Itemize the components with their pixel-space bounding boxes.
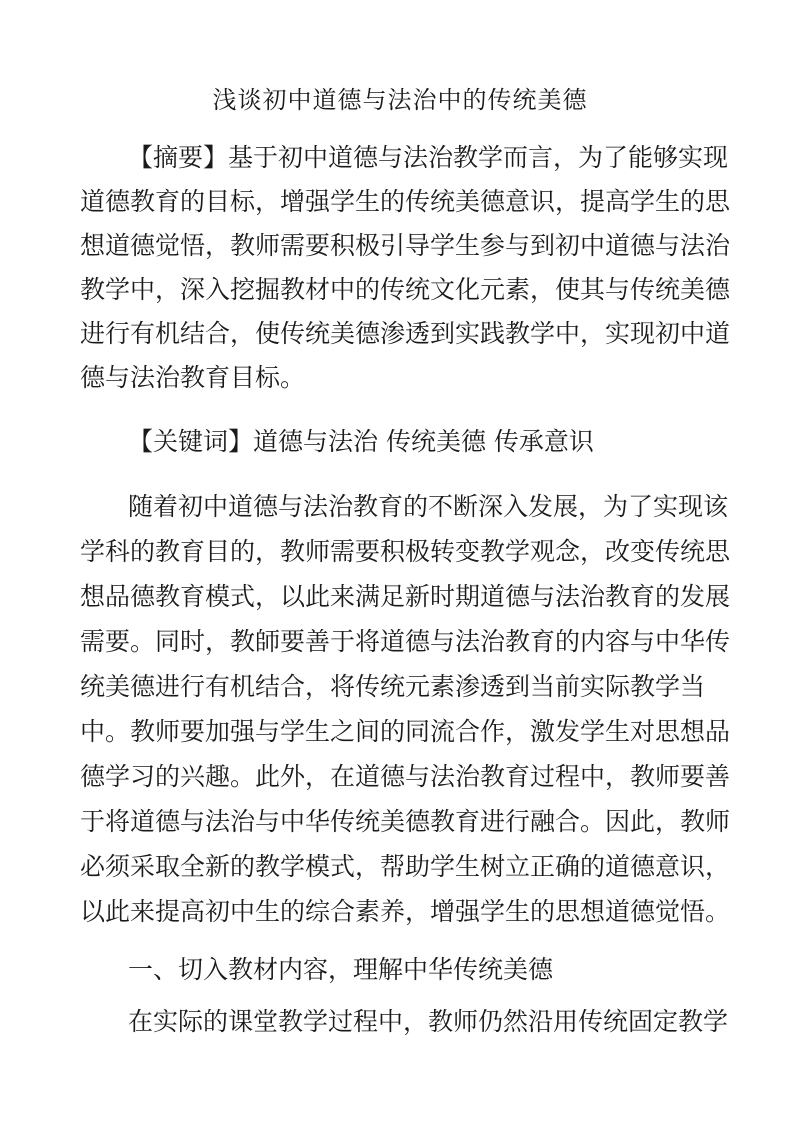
body-line: 学科的教育目的，教师需要积极转变教学观念，改变传统思 bbox=[80, 537, 731, 566]
abstract-line: 德与法治教育目标。 bbox=[80, 363, 306, 392]
body-line: 想品德教育模式，以此来满足新时期道德与法治教育的发展 bbox=[80, 582, 731, 611]
keywords-line: 【关键词】道德与法治 传统美德 传承意识 bbox=[128, 427, 594, 456]
body-line: 必须采取全新的教学模式，帮助学生树立正确的道德意识， bbox=[80, 852, 731, 881]
body-line: 于将道德与法治与中华传统美德教育进行融合。因此，教师 bbox=[80, 807, 731, 836]
section-heading: 一、切入教材内容，理解中华传统美德 bbox=[128, 955, 554, 984]
abstract-line: 教学中，深入挖掘教材中的传统文化元素，使其与传统美德 bbox=[80, 275, 731, 304]
body-line: 需要。同时，教師要善于将道德与法治教育的内容与中华传 bbox=[80, 627, 731, 656]
body-line: 以此来提高初中生的综合素养，增强学生的思想道德觉悟。 bbox=[80, 897, 731, 926]
abstract-line: 道德教育的目标，增强学生的传统美德意识，提高学生的思 bbox=[80, 187, 731, 216]
body-line: 随着初中道德与法治教育的不断深入发展，为了实现该 bbox=[128, 492, 729, 521]
body-line: 中。教师要加强与学生之间的同流合作，激发学生对思想品 bbox=[80, 717, 731, 746]
abstract-line: 想道德觉悟，教师需要积极引导学生参与到初中道德与法治 bbox=[80, 231, 731, 260]
body-line: 统美德进行有机结合，将传统元素渗透到当前实际教学当 bbox=[80, 672, 706, 701]
document-title: 浅谈初中道德与法治中的传统美德 bbox=[212, 86, 588, 114]
abstract-line: 【摘要】基于初中道德与法治教学而言，为了能够实现 bbox=[128, 143, 729, 172]
body-line: 德学习的兴趣。此外，在道德与法治教育过程中，教师要善 bbox=[80, 762, 731, 791]
abstract-line: 进行有机结合，使传统美德渗透到实践教学中，实现初中道 bbox=[80, 319, 731, 348]
section-body-line: 在实际的课堂教学过程中，教师仍然沿用传统固定教学 bbox=[128, 1007, 729, 1036]
